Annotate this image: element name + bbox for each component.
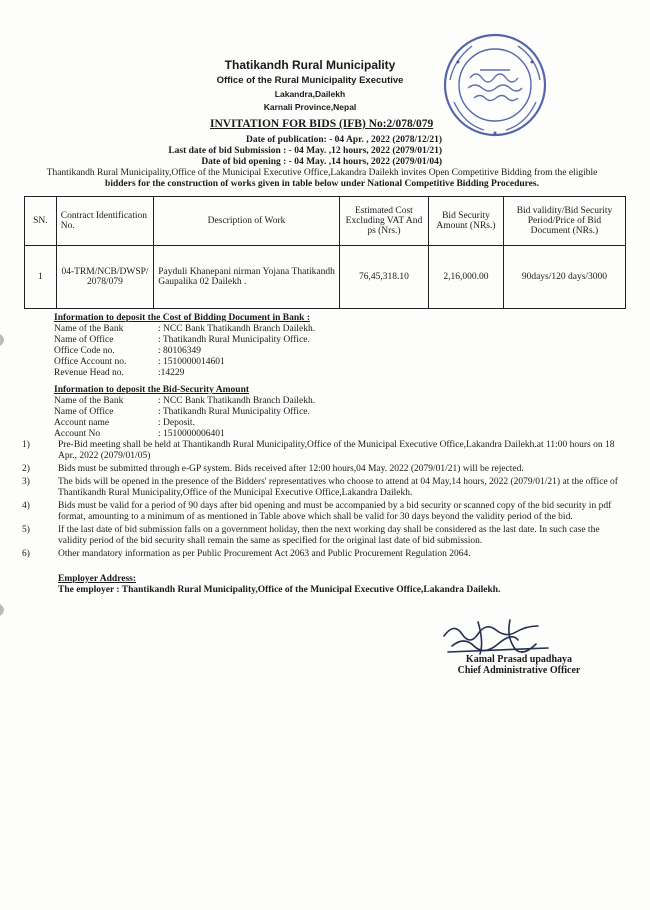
term-number: 2) xyxy=(22,464,30,474)
col-sn: SN. xyxy=(25,197,57,246)
cell-bid-validity: 90days/120 days/3000 xyxy=(503,246,625,309)
info-key: Name of the Bank xyxy=(54,396,124,406)
info-value: : Deposit. xyxy=(158,418,195,428)
info-value: : NCC Bank Thatikandh Branch Dailekh. xyxy=(158,396,316,406)
bid-security-title: Information to deposit the Bid-Security Amount xyxy=(54,385,250,395)
office-name: Office of the Rural Municipality Executive xyxy=(216,75,404,86)
term-number: 1) xyxy=(22,440,30,450)
info-value: : Thatikandh Rural Municipality Office. xyxy=(158,407,310,417)
info-key: Account No xyxy=(54,429,101,439)
list-item xyxy=(22,464,628,475)
info-key: Revenue Head no. xyxy=(54,368,124,378)
cell-estimated-cost: 76,45,318.10 xyxy=(339,246,428,309)
info-value: : NCC Bank Thatikandh Branch Dailekh. xyxy=(158,324,316,334)
list-item xyxy=(54,346,315,357)
bid-security-info xyxy=(54,385,315,440)
info-value: :14229 xyxy=(158,368,185,378)
list-item xyxy=(54,368,315,379)
intro-line-1: Thantikandh Rural Municipality,Office of the Municipal Executive Office,Lakandra Dailekh invites Open Competitive Bidding from the eligible xyxy=(46,168,598,178)
info-key: Name of the Bank xyxy=(54,324,124,334)
cell-sn: 1 xyxy=(25,246,57,309)
works-table xyxy=(24,196,626,309)
opening-date: Date of bid opening : - 04 May. ,14 hours, 2022 (2079/01/04) xyxy=(201,157,442,167)
submission-date: Last date of bid Submission : - 04 May. ,12 hours, 2022 (2079/01/21) xyxy=(168,146,442,156)
signatory-name: Kamal Prasad upadhaya xyxy=(465,654,573,665)
employer-title: Employer Address: xyxy=(58,574,137,584)
cell-bid-security: 2,16,000.00 xyxy=(429,246,504,309)
list-item xyxy=(22,440,628,462)
list-item xyxy=(54,324,315,335)
list-item xyxy=(22,477,628,499)
signatory-post: Chief Administrative Officer xyxy=(457,665,581,676)
term-number: 3) xyxy=(22,477,30,487)
list-item xyxy=(54,418,315,429)
list-item xyxy=(54,429,315,440)
cell-description: Payduli Khanepani nirman Yojana Thatikandh Gaupalika 02 Dailekh . xyxy=(154,246,340,309)
list-item xyxy=(54,396,315,407)
publication-date: Date of publication: - 04 Apr. , 2022 (2078/12/21) xyxy=(246,135,442,145)
term-text: The bids will be opened in the presence of the Bidders' representatives who choose to attend at 04 May,14 hours, 2022 (2079/01/21) at the office of Thantikandh Rural Municipality,Office of the Municipal Executive Office,Lakandra Dailekh. xyxy=(58,477,618,498)
letterhead xyxy=(150,58,470,112)
info-value: : 1510000014601 xyxy=(158,357,225,367)
term-text: Bids must be submitted through e-GP system. Bids received after 12:00 hours,04 May. 2022 (2079/01/21) will be rejected. xyxy=(58,464,524,474)
punch-hole-mark xyxy=(0,600,10,620)
key-dates xyxy=(168,135,442,168)
col-description: Description of Work xyxy=(154,197,340,246)
list-item xyxy=(22,525,628,547)
list-item xyxy=(54,335,315,346)
info-value: : Thatikandh Rural Municipality Office. xyxy=(158,335,310,345)
col-estimated-cost: Estimated Cost Excluding VAT And ps (Nrs.) xyxy=(339,197,428,246)
signatory-block xyxy=(424,618,614,676)
list-item xyxy=(54,407,315,418)
info-value: : 80106349 xyxy=(158,346,202,356)
cell-contract: 04-TRM/NCB/DWSP/2078/079 xyxy=(56,246,153,309)
table-header-row xyxy=(25,197,626,246)
term-number: 5) xyxy=(22,525,30,535)
org-name: Thatikandh Rural Municipality xyxy=(224,58,396,72)
list-item xyxy=(22,549,628,560)
ifb-title: INVITATION FOR BIDS (IFB) No:2/078/079 xyxy=(210,118,434,130)
term-text: Other mandatory information as per Public Procurement Act 2063 and Public Procurement Regulation 2064. xyxy=(58,549,471,559)
bidding-doc-info xyxy=(54,313,315,379)
punch-hole-mark xyxy=(0,330,10,350)
info-key: Name of Office xyxy=(54,407,114,417)
col-contract: Contract Identification No. xyxy=(56,197,153,246)
term-text: Pre-Bid meeting shall be held at Thantikandh Rural Municipality,Office of the Municipal Executive Office,Lakandra Dailekh.at 11:00 hours on 18 Apr., 2022 (2079/01/05) xyxy=(58,440,615,461)
list-item xyxy=(22,501,628,523)
office-place: Lakandra,Dailekh xyxy=(274,89,346,99)
list-item xyxy=(54,357,315,368)
intro-line-2: bidders for the construction of works given in table below under National Competitive Bidding Procedures. xyxy=(105,179,539,189)
bidding-doc-title: Information to deposit the Cost of Bidding Document in Bank : xyxy=(54,313,310,323)
col-bid-security: Bid Security Amount (NRs.) xyxy=(429,197,504,246)
col-bid-validity: Bid validity/Bid Security Period/Price of Bid Document (NRs.) xyxy=(503,197,625,246)
info-key: Office Code no. xyxy=(54,346,115,356)
table-row xyxy=(25,246,626,309)
term-number: 6) xyxy=(22,549,30,559)
info-key: Office Account no. xyxy=(54,357,127,367)
term-text: Bids must be valid for a period of 90 days after bid opening and must be accompanied by a bid security or scanned copy of the bid security in pdf format, amounting to a minimum of as mentioned in Table above which shall be valid for 30 days beyond the validity period of the bid. xyxy=(58,501,612,522)
info-key: Name of Office xyxy=(54,335,114,345)
term-text: If the last date of bid submission falls on a government holiday, then the next working day shall be considered as the last date. In such case the validity period of the bid security shall remain the same as specified for the original last date of bid submission. xyxy=(58,525,600,546)
intro-paragraph xyxy=(22,168,622,190)
terms-list xyxy=(22,440,628,562)
info-value: : 1510000006401 xyxy=(158,429,225,439)
employer-line: The employer : Thantikandh Rural Municipality,Office of the Municipal Executive Office,Lakandra Dailekh. xyxy=(58,585,501,595)
province: Karnali Province,Nepal xyxy=(263,102,357,112)
term-number: 4) xyxy=(22,501,30,511)
employer-address xyxy=(58,574,500,596)
info-key: Account name xyxy=(54,418,110,428)
